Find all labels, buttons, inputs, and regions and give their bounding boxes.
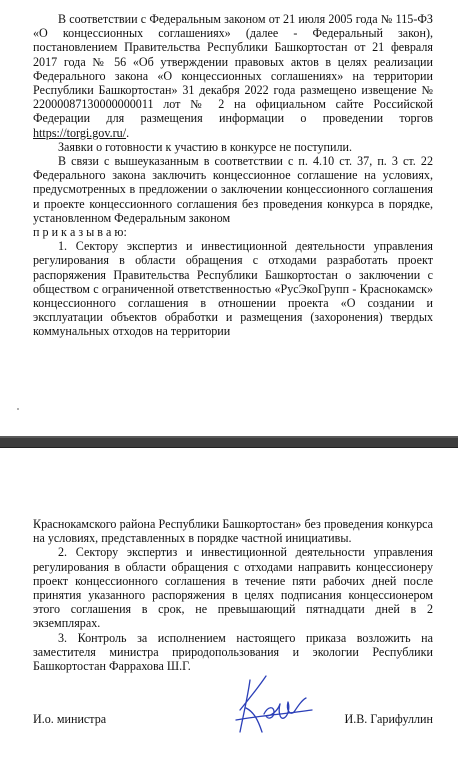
paragraph-item-1: 1. Сектору экспертиз и инвестиционной деятельности управления регулирования в области обращения с отходами разработать проект распоряжения Правительства Республики Башкортостан о заключении с обществом с ограниченной ответственностью «РусЭкоГрупп - Краснокамск» концессионного соглашения в отношении проекта «О создании и эксплуатации объектов обработки и размещения (захоронения) твердых коммунальных отходов на территории — [33, 239, 433, 339]
scan-speck — [17, 408, 19, 410]
paragraph-conclusion: В связи с вышеуказанным в соответствии с п. 4.10 ст. 37, п. 3 ст. 22 Федерального закона заключить концессионное соглашение на условиях, предусмотренных в предложении о заключении концессионного соглашения и проекте концессионного соглашения без проведения конкурса в порядке, установленном Федеральным законом — [33, 154, 433, 225]
order-word: п р и к а з ы в а ю: — [33, 225, 127, 240]
signer-position: И.о. министра — [33, 712, 107, 726]
paragraph-item-2: 2. Сектору экспертиз и инвестиционной деятельности управления регулирования в области обращения с отходами направить концессионеру проект концессионного соглашения в течение пяти рабочих дней после принятия указанного распоряжения в целях подписания концессионером этого соглашения в срок, не превышающий пятнадцати дней в 2 экземплярах. — [33, 545, 433, 631]
signer-name: И.В. Гарифуллин — [344, 712, 433, 726]
paragraph-item-3: 3. Контроль за исполнением настоящего приказа возложить на заместителя министра природопользования и экологии Республики Башкортостан Фаррахова Ш.Г. — [33, 630, 433, 674]
paragraph-legal-basis: В соответствии с Федеральным законом от 21 июля 2005 года № 115-ФЗ «О концессионных соглашениях» (далее - Федеральный закон), постановлением Правительства Республики Башкортостан от 21 февраля 2017 года № 56 «Об утверждении правовых актов в целях реализации Федерального закона «О концессионных соглашениях» на территории Республики Башкортостан» 31 декабря 2022 года размещено извещение № 22000087130000000011 лот № 2 на официальном сайте Российской Федерации для размещения информации о проведении торгов https://torgi.gov.ru/. — [33, 12, 433, 140]
torgi-link[interactable]: https://torgi.gov.ru/ — [33, 125, 127, 140]
paragraph-no-applications: Заявки о готовности к участию в конкурсе не поступили. — [58, 139, 353, 154]
page-1-body — [33, 12, 433, 339]
paragraph-item-1-continued: Краснокамского района Республики Башкортостан» без проведения конкурса на условиях, представленных в порядке частной инициативы. — [33, 517, 433, 546]
page-separator — [0, 436, 458, 448]
page-2-body — [33, 517, 433, 673]
handwritten-signature — [228, 670, 318, 740]
